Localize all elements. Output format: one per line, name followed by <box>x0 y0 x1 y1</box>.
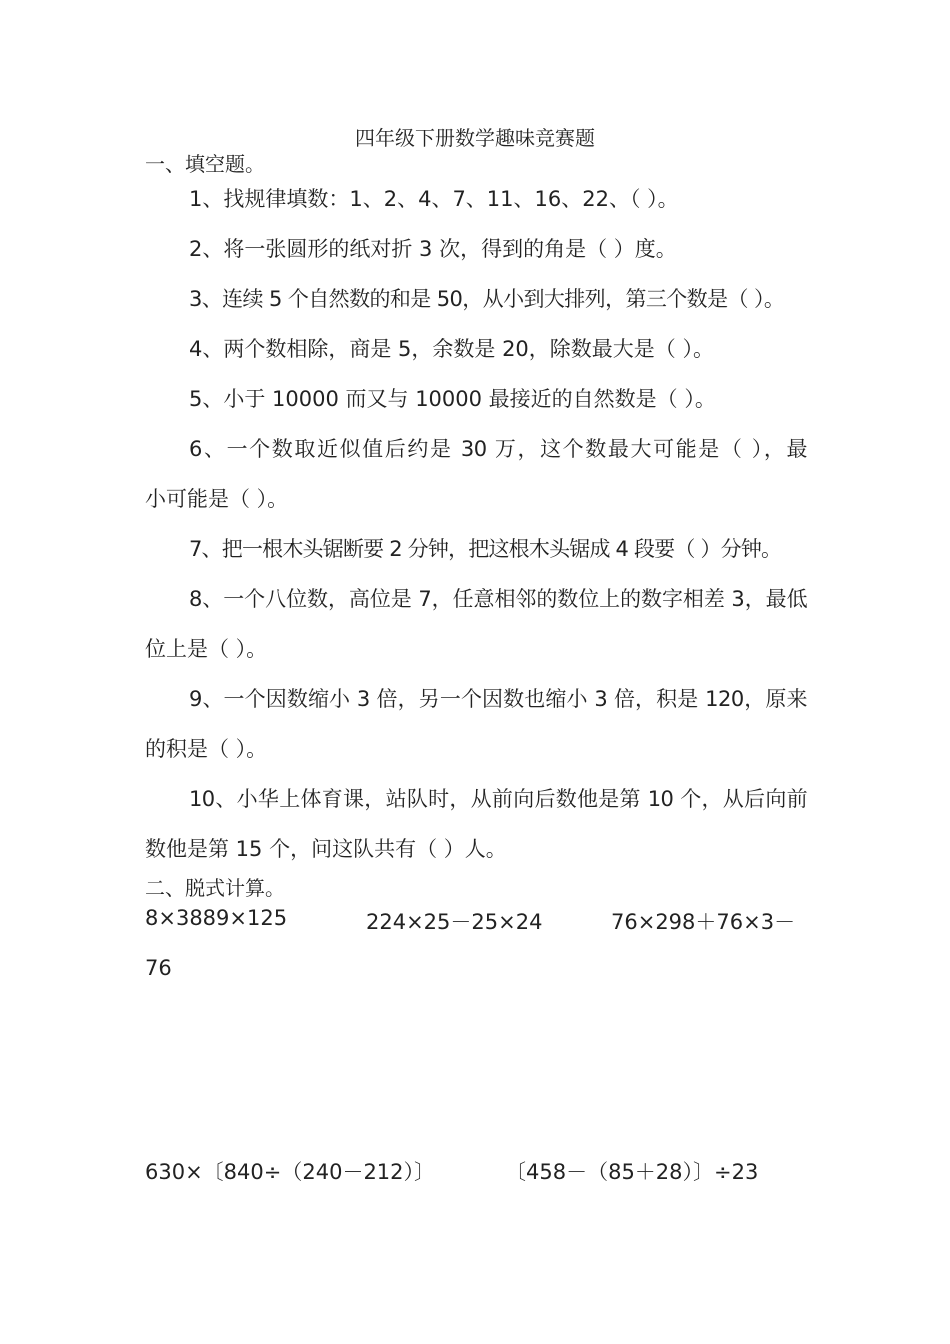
calc-expression-5: 〔458－（85＋28）〕÷23 <box>505 1160 759 1184</box>
calc-expression-3-wrap: 76 <box>145 956 172 980</box>
question-4-text: 4、两个数相除，商是 5，余数是 20，除数最大是（ ）。 <box>189 337 714 361</box>
question-8-text-line1: 8、一个八位数，高位是 7，任意相邻的数位上的数字相差 3，最低 <box>189 587 807 611</box>
question-2 <box>145 224 807 274</box>
question-1-text: 1、找规律填数：1、2、4、7、11、16、22、（ ）。 <box>189 187 679 211</box>
question-6 <box>145 424 807 524</box>
question-6-text-line1: 6、一个数取近似值后约是 30 万，这个数最大可能是（ ），最 <box>189 437 807 461</box>
calc-expression-4: 630×〔840÷（240－212）〕 <box>145 1160 436 1184</box>
calc-expression-1: 8×3889×125 <box>145 906 288 930</box>
section-fill-blank-heading: 一、填空题。 <box>145 152 265 176</box>
question-10-text-line1: 10、小华上体育课，站队时，从前向后数他是第 10 个，从后向前 <box>189 787 807 811</box>
question-5 <box>145 374 807 424</box>
question-10-text-line2: 数他是第 15 个，问这队共有（ ）人。 <box>145 837 507 861</box>
calc-expression-2: 224×25－25×24 <box>366 910 543 934</box>
question-3 <box>145 274 807 324</box>
question-5-text: 5、小于 10000 而又与 10000 最接近的自然数是（ ）。 <box>189 387 716 411</box>
question-1 <box>145 174 807 224</box>
section-calculation-heading: 二、脱式计算。 <box>145 876 285 900</box>
question-3-text: 3、连续 5 个自然数的和是 50，从小到大排列，第三个数是（ ）。 <box>189 287 785 311</box>
question-9-text-line1: 9、一个因数缩小 3 倍，另一个因数也缩小 3 倍，积是 120，原来 <box>189 687 807 711</box>
question-10 <box>145 774 807 874</box>
question-2-text: 2、将一张圆形的纸对折 3 次，得到的角是（ ）度。 <box>189 237 677 261</box>
calc-expression-3: 76×298＋76×3－ <box>611 910 796 934</box>
question-7 <box>145 524 807 574</box>
question-4 <box>145 324 807 374</box>
question-9 <box>145 674 807 774</box>
question-8 <box>145 574 807 674</box>
question-6-text-line2: 小可能是（ ）。 <box>145 487 289 511</box>
question-8-text-line2: 位上是（ ）。 <box>145 637 268 661</box>
question-7-text: 7、把一根木头锯断要 2 分钟，把这根木头锯成 4 段要（ ）分钟。 <box>189 537 782 561</box>
question-9-text-line2: 的积是（ ）。 <box>145 737 268 761</box>
document-title: 四年级下册数学趣味竞赛题 <box>355 126 595 150</box>
